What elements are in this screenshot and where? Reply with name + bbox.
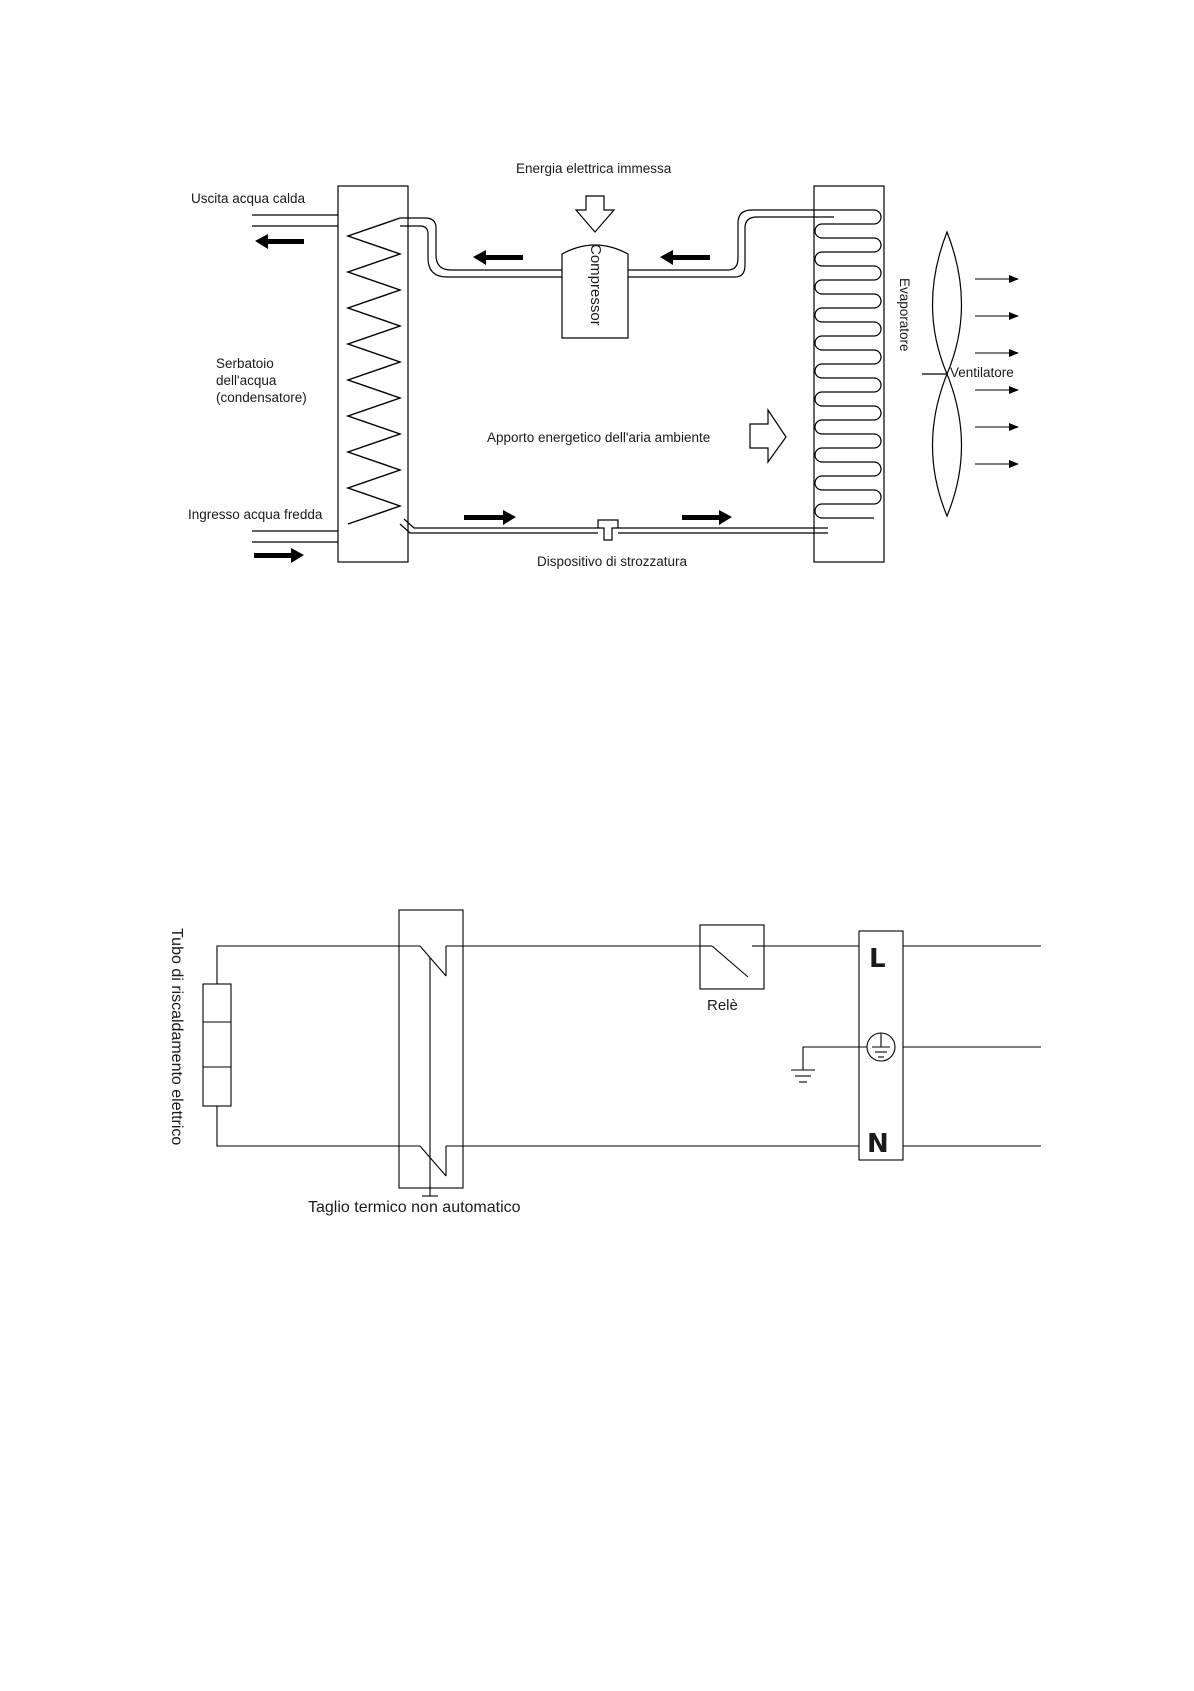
neutral-terminal-label: N xyxy=(867,1129,889,1159)
relay-label: Relè xyxy=(707,997,738,1014)
heat-pump-labels xyxy=(188,161,1014,569)
water-tank-label-3: (condensatore) xyxy=(216,390,307,405)
wiring-labels xyxy=(168,928,889,1216)
ambient-air-arrow xyxy=(750,410,786,462)
flow-arrows xyxy=(254,234,732,563)
evaporator xyxy=(814,186,884,562)
thermal-cutout-label: Taglio termico non automatico xyxy=(308,1199,521,1216)
wiring-diagram xyxy=(203,910,1041,1196)
arrow-bottom-2 xyxy=(682,510,732,525)
throttle-label: Dispositivo di strozzatura xyxy=(537,554,688,569)
water-tank-label-1: Serbatoio xyxy=(216,356,274,371)
electric-input-arrow xyxy=(576,196,614,232)
fan-label: Ventilatore xyxy=(950,365,1014,380)
live-terminal-label: L xyxy=(869,944,886,974)
heat-pump-diagram xyxy=(252,186,1018,562)
compressor-label: Compressor xyxy=(587,244,604,326)
ambient-air-label: Apporto energetico dell'aria ambiente xyxy=(487,430,711,445)
evaporator-label: Evaporatore xyxy=(897,278,912,352)
arrow-to-tank xyxy=(473,250,523,265)
arrow-to-compressor xyxy=(660,250,710,265)
cold-water-in-label: Ingresso acqua fredda xyxy=(188,507,323,522)
ground-icon xyxy=(803,1047,867,1070)
arrow-hot-out xyxy=(255,234,304,249)
arrow-bottom-1 xyxy=(464,510,516,525)
electric-input-label: Energia elettrica immessa xyxy=(516,161,672,176)
hot-water-out-label: Uscita acqua calda xyxy=(191,191,306,206)
heater-label: Tubo di riscaldamento elettrico xyxy=(168,928,185,1146)
fan xyxy=(933,232,962,374)
water-tank-label-2: dell'acqua xyxy=(216,373,277,388)
evaporator-coil xyxy=(815,210,881,518)
condenser-coil xyxy=(348,218,400,524)
refrigerant-top-pipe xyxy=(400,218,562,270)
throttle-device xyxy=(598,520,618,540)
relay xyxy=(700,925,764,989)
arrow-cold-in xyxy=(254,548,304,563)
heater-element xyxy=(203,984,231,1106)
